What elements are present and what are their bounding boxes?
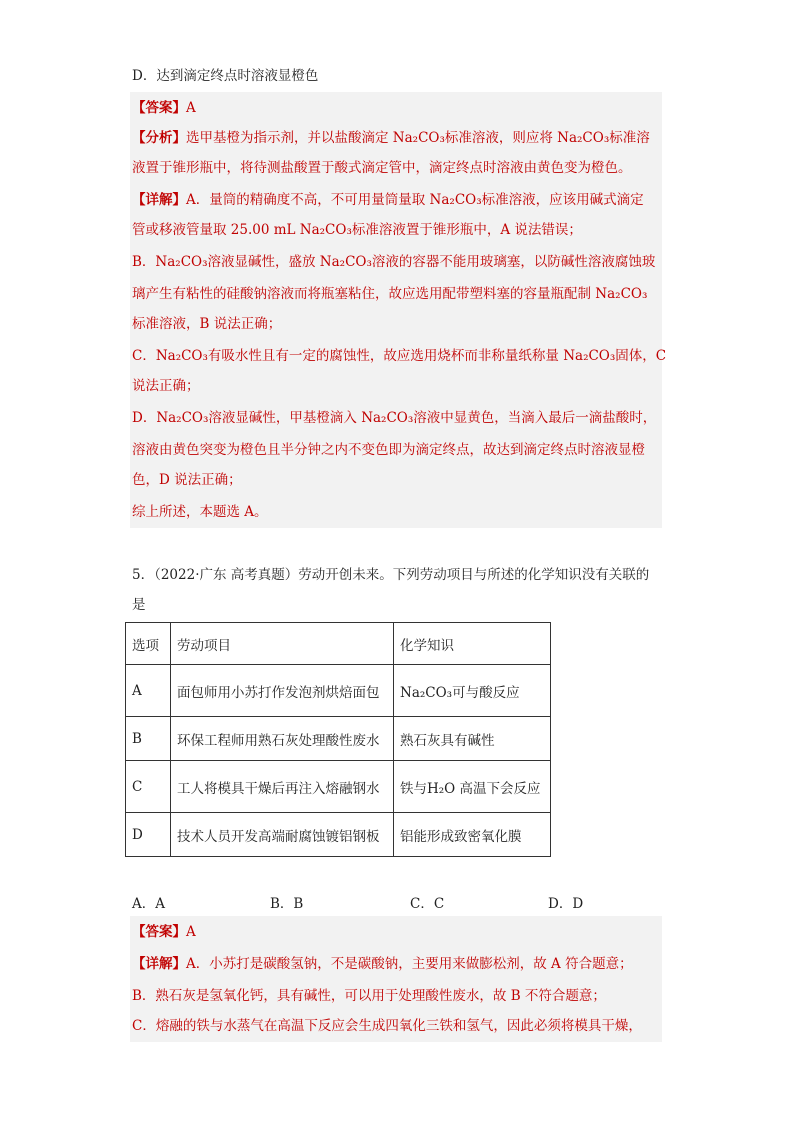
detail-line-5: 标准溶液，B 说法正确； — [132, 316, 282, 332]
option-a: A．A — [132, 896, 165, 912]
table-cell: 面包师用小苏打作发泡剂烘焙面包 — [171, 665, 394, 717]
detail-line-2: 管或移液管量取 25.00 mL Na₂CO₃标准溶液置于锥形瓶中，A 说法错误； — [132, 222, 582, 238]
q5-answer-block — [130, 916, 662, 1042]
table-cell: D — [126, 813, 171, 857]
detail-line-4: 璃产生有粘性的硅酸钠溶液而将瓶塞粘住，故应选用配带塑料塞的容量瓶配制 Na₂CO₃ — [132, 286, 648, 302]
table-header-row — [126, 623, 551, 665]
q5-answer-line — [132, 922, 196, 942]
analysis-line-2: 液置于锥形瓶中，将待测盐酸置于酸式滴定管中，滴定终点时溶液由黄色变为橙色。 — [132, 160, 632, 176]
q4-answer-line — [132, 98, 196, 118]
detail-text-1: A．量筒的精确度不高，不可用量筒量取 Na₂CO₃标准溶液，应该用碱式滴定 — [186, 192, 644, 208]
detail-line-10: 色，D 说法正确； — [132, 472, 242, 488]
header-cell: 劳动项目 — [171, 623, 394, 665]
table-row — [126, 813, 551, 857]
q4-option-d: D．达到滴定终点时溶液显橙色 — [132, 68, 319, 84]
detail-line-8: D．Na₂CO₃溶液显碱性，甲基橙滴入 Na₂CO₃溶液中显黄色，当滴入最后一滴盐酸时， — [132, 410, 657, 426]
q4-answer-block — [130, 92, 667, 528]
answer-tag: 【答案】 — [132, 924, 186, 940]
answer-tag: 【答案】 — [132, 100, 186, 116]
table-cell: Na₂CO₃可与酸反应 — [394, 665, 551, 717]
q5-stem-line-2: 是 — [132, 597, 146, 613]
table-cell: B — [126, 717, 171, 761]
table-cell: 熟石灰具有碱性 — [394, 717, 551, 761]
answer-value: A — [186, 100, 196, 116]
detail-tag: 【详解】 — [132, 956, 186, 972]
table-cell: 工人将模具干燥后再注入熔融钢水 — [171, 761, 394, 813]
header-cell: 选项 — [126, 623, 171, 665]
table-cell: 铁与H₂O 高温下会反应 — [394, 761, 551, 813]
detail-line-1 — [132, 190, 644, 210]
q5-table — [125, 622, 551, 857]
table-cell: 技术人员开发高端耐腐蚀镀铝钢板 — [171, 813, 394, 857]
analysis-line-1 — [132, 128, 650, 148]
q5-detail-text-1: A．小苏打是碳酸氢钠，不是碳酸钠，主要用来做膨松剂，故 A 符合题意； — [186, 956, 633, 972]
table-row — [126, 717, 551, 761]
detail-tag: 【详解】 — [132, 192, 186, 208]
table-cell: 环保工程师用熟石灰处理酸性废水 — [171, 717, 394, 761]
answer-value: A — [186, 924, 196, 940]
table-cell: A — [126, 665, 171, 717]
q5-detail-line-1 — [132, 954, 633, 974]
option-d: D．D — [548, 896, 584, 912]
analysis-text-1: 选甲基橙为指示剂，并以盐酸滴定 Na₂CO₃标准溶液，则应将 Na₂CO₃标准溶 — [186, 130, 650, 146]
detail-line-9: 溶液由黄色突变为橙色且半分钟之内不变色即为滴定终点，故达到滴定终点时溶液显橙 — [132, 442, 645, 458]
option-c: C．C — [410, 896, 445, 912]
detail-line-7: 说法正确； — [132, 378, 200, 394]
header-cell: 化学知识 — [394, 623, 551, 665]
table-row — [126, 761, 551, 813]
q5-detail-line-3: C．熔融的铁与水蒸气在高温下反应会生成四氧化三铁和氢气，因此必须将模具干燥， — [132, 1018, 642, 1034]
table-row — [126, 665, 551, 717]
detail-line-11: 综上所述，本题选 A。 — [132, 504, 268, 520]
table-cell: 铝能形成致密氧化膜 — [394, 813, 551, 857]
detail-line-6: C．Na₂CO₃有吸水性且有一定的腐蚀性，故应选用烧杯而非称量纸称量 Na₂CO₃固体，C — [132, 348, 667, 364]
option-b: B．B — [270, 896, 304, 912]
q5-detail-line-2: B．熟石灰是氢氧化钙，具有碱性，可以用于处理酸性废水，故 B 不符合题意； — [132, 988, 606, 1004]
table-cell: C — [126, 761, 171, 813]
detail-line-3: B．Na₂CO₃溶液显碱性，盛放 Na₂CO₃溶液的容器不能用玻璃塞，以防碱性溶液腐蚀玻 — [132, 254, 656, 270]
analysis-tag: 【分析】 — [132, 130, 186, 146]
q5-stem-line-1: 5．（2022·广东 高考真题）劳动开创未来。下列劳动项目与所述的化学知识没有关联的 — [132, 567, 650, 583]
